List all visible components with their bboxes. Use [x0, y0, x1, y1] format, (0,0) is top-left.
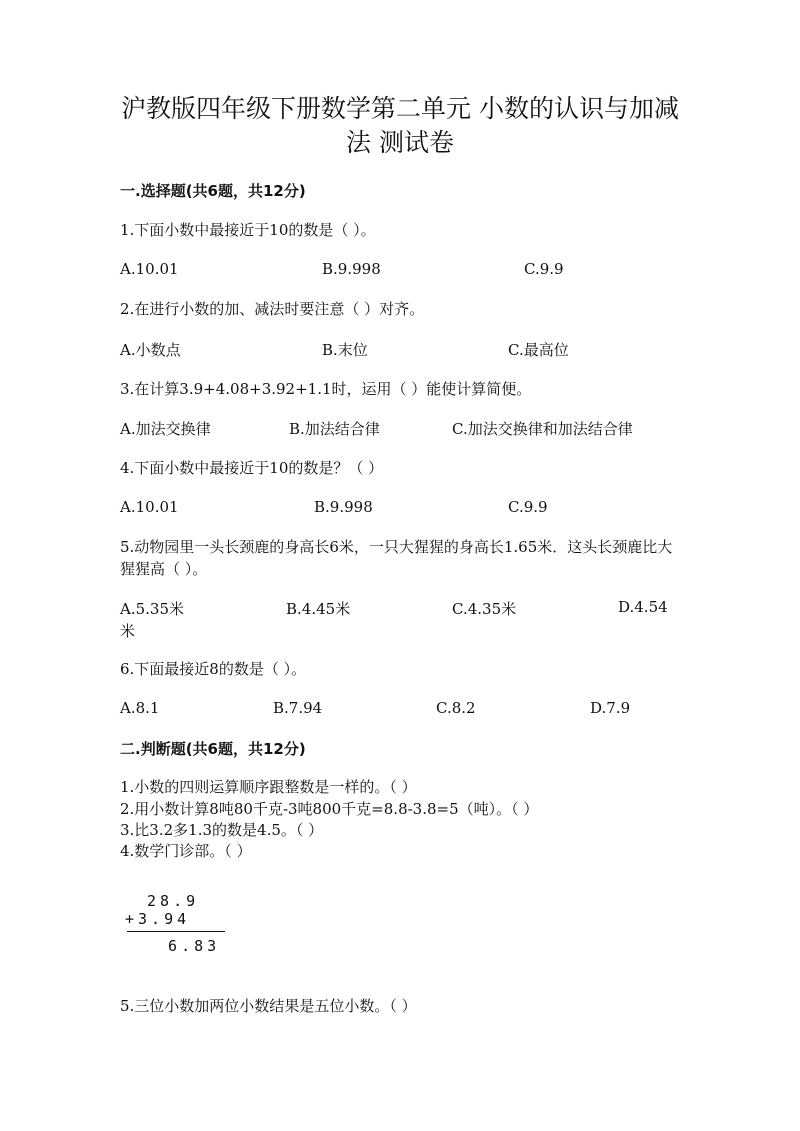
option-3b: B.加法结合律	[289, 420, 380, 438]
question-3: 3.在计算3.9+4.08+3.92+1.1时，运用（ ）能使计算简便。	[120, 380, 532, 398]
option-6c: C.8.2	[436, 699, 476, 717]
page-title	[100, 92, 700, 160]
question-1: 1.下面小数中最接近于10的数是（ ）。	[120, 221, 376, 239]
option-4b: B.9.998	[314, 498, 373, 516]
section-heading-judge: 二.判断题(共6题，共12分)	[120, 740, 306, 758]
option-2c: C.最高位	[508, 341, 569, 359]
judge-4: 4.数学门诊部。（ ）	[120, 842, 252, 860]
option-6a: A.8.1	[120, 699, 160, 717]
option-5d-unit: 米	[120, 622, 136, 640]
option-4a: A.10.01	[120, 498, 179, 516]
option-3a: A.加法交换律	[120, 420, 211, 438]
title-line-2: 法 测试卷	[346, 128, 454, 157]
option-1a: A.10.01	[120, 260, 179, 278]
arith-row-3: 6.83	[142, 937, 221, 955]
question-6: 6.下面最接近8的数是（ ）。	[120, 660, 307, 678]
section-heading-choice: 一.选择题(共6题，共12分)	[120, 182, 306, 200]
option-5c: C.4.35米	[452, 600, 517, 618]
option-4c: C.9.9	[508, 498, 548, 516]
option-6b: B.7.94	[273, 699, 323, 717]
option-3c: C.加法交换律和加法结合律	[452, 420, 633, 438]
judge-3: 3.比3.2多1.3的数是4.5。（ ）	[120, 821, 324, 839]
option-1b: B.9.998	[322, 260, 381, 278]
option-2a: A.小数点	[120, 341, 181, 359]
judge-5: 5.三位小数加两位小数结果是五位小数。（ ）	[120, 997, 417, 1015]
option-6d: D.7.9	[590, 699, 631, 717]
option-5a: A.5.35米	[120, 600, 184, 618]
judge-2: 2.用小数计算8吨80千克-3吨800千克=8.8-3.8=5（吨）。（ ）	[120, 800, 539, 818]
question-5: 5.动物园里一头长颈鹿的身高长6米，一只大猩猩的身高长1.65米．这头长颈鹿比大猩猩高（ ）。	[120, 538, 673, 578]
title-line-1: 沪教版四年级下册数学第二单元 小数的认识与加减	[121, 94, 679, 123]
option-5d: D.4.54	[618, 598, 668, 616]
question-2: 2.在进行小数的加、减法时要注意（ ）对齐。	[120, 300, 425, 318]
question-4: 4.下面小数中最接近于10的数是？（ ）	[120, 459, 384, 477]
option-2b: B.末位	[322, 341, 368, 359]
arith-sum-line	[127, 931, 225, 932]
judge-1: 1.小数的四则运算顺序跟整数是一样的。（ ）	[120, 778, 417, 796]
arith-row-1: 28.9	[134, 892, 200, 910]
vertical-arithmetic	[120, 888, 250, 963]
option-1c: C.9.9	[524, 260, 564, 278]
arith-row-2: +3.94	[125, 910, 191, 928]
option-5b: B.4.45米	[286, 600, 351, 618]
